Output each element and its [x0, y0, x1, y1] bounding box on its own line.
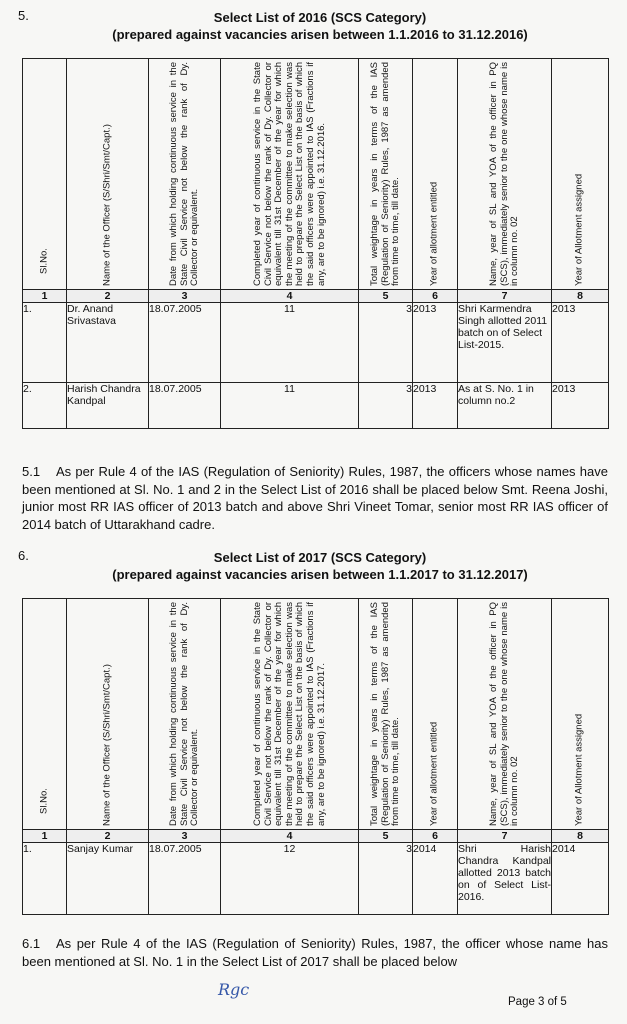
title-line: Select List of 2016 (SCS Category) [213, 10, 427, 25]
cell-weightage: 3 [359, 383, 413, 429]
note-number: 5.1 [22, 464, 41, 479]
col-header-senior: Name, year of SL and YOA of the officer in PQ (SCS), immediately senior to the one whose name is in column no. 02 [458, 599, 552, 830]
cell-years: 11 [221, 303, 359, 383]
note-paragraph [22, 935, 608, 970]
cell-years: 12 [221, 843, 359, 915]
subtitle-line: (prepared against vacancies arisen between 1.1.2017 to 31.12.2017) [112, 567, 528, 582]
cell-year-entitled: 2013 [413, 383, 458, 429]
col-num: 2 [67, 290, 149, 303]
cell-year-assigned: 2014 [552, 843, 609, 915]
table-row [23, 843, 609, 915]
title-line: Select List of 2017 (SCS Category) [213, 550, 427, 565]
col-header-sl: Sl.No. [23, 599, 67, 830]
col-num: 4 [221, 830, 359, 843]
cell-date: 18.07.2005 [149, 383, 221, 429]
col-header-date: Date from which holding continuous service in the State Civil Service not below the rank of Dy. Collector or equivalent. [149, 59, 221, 290]
subtitle-line: (prepared against vacancies arisen between 1.1.2016 to 31.12.2016) [112, 27, 528, 42]
table-row [23, 303, 609, 383]
col-num: 6 [413, 290, 458, 303]
col-header-weightage: Total weightage in years in terms of the IAS (Regulation of Seniority) Rules, 1987 as amended from time to time, till date. [359, 599, 413, 830]
col-num: 5 [359, 830, 413, 843]
col-header-year-assigned: Year of Allotment assigned [552, 59, 609, 290]
col-header-years: Completed year of continuous service in the State Civil Service not below the rank of Dy. Collector or equivalent till 31st December of the year for which the meeting of the committee to make selection was held to prepare the Select List on the basis of which the said officers were appointed to IAS (Fractions if any, are to be ignored) i.e. 31.12.2017. [221, 599, 359, 830]
note-paragraph [22, 463, 608, 533]
initials-signature: Rgc [218, 980, 250, 999]
col-num: 2 [67, 830, 149, 843]
col-header-year-assigned: Year of Allotment assigned [552, 599, 609, 830]
col-num: 3 [149, 830, 221, 843]
column-number-row [23, 830, 609, 843]
col-header-weightage: Total weightage in years in terms of the IAS (Regulation of Seniority) Rules, 1987 as amended from time to time, till date. [359, 59, 413, 290]
section-number: 5. [18, 8, 29, 23]
col-num: 7 [458, 830, 552, 843]
cell-date: 18.07.2005 [149, 843, 221, 915]
cell-year-entitled: 2014 [413, 843, 458, 915]
col-header-name: Name of the Officer (S/Shri/Smt/Capt.) [67, 59, 149, 290]
col-header-name: Name of the Officer (S/Shri/Smt/Capt.) [67, 599, 149, 830]
cell-year-assigned: 2013 [552, 303, 609, 383]
col-num: 4 [221, 290, 359, 303]
col-header-date: Date from which holding continuous service in the State Civil Service not below the rank of Dy. Collector or equivalent. [149, 599, 221, 830]
table-row [23, 383, 609, 429]
cell-sl: 2. [23, 383, 67, 429]
col-header-years: Completed year of continuous service in the State Civil Service not below the rank of Dy. Collector or equivalent till 31st December of the year for which the meeting of the committee to make selection was held to prepare the Select List on the basis of which the said officers were appointed to IAS (Fractions if any, are to be ignored) i.e. 31.12.2016. [221, 59, 359, 290]
cell-name: Dr. Anand Srivastava [67, 303, 149, 383]
cell-name: Harish Chandra Kandpal [67, 383, 149, 429]
col-header-year-entitled: Year of allotment entitled [413, 599, 458, 830]
header-row [23, 599, 609, 830]
cell-name: Sanjay Kumar [67, 843, 149, 915]
col-header-senior: Name, year of SL and YOA of the officer in PQ (SCS), immediately senior to the one whose name is in column no. 02 [458, 59, 552, 290]
col-num: 6 [413, 830, 458, 843]
column-number-row [23, 290, 609, 303]
col-num: 3 [149, 290, 221, 303]
note-text: As per Rule 4 of the IAS (Regulation of Seniority) Rules, 1987, the officers whose names have been mentioned at Sl. No. 1 and 2 in the Select List of 2016 shall be placed below Smt. Reena Joshi, junior most RR IAS officer of 2013 batch and above Shri Vineet Tomar, senior most RR IAS officer of 2014 batch of Uttarakhand cadre. [22, 464, 608, 532]
col-num: 8 [552, 290, 609, 303]
col-num: 5 [359, 290, 413, 303]
cell-year-assigned: 2013 [552, 383, 609, 429]
note-number: 6.1 [22, 936, 41, 951]
note-text: As per Rule 4 of the IAS (Regulation of Seniority) Rules, 1987, the officer whose name has been mentioned at Sl. No. 1 in the Select List of 2017 shall be placed below [22, 936, 608, 969]
cell-date: 18.07.2005 [149, 303, 221, 383]
col-header-year-entitled: Year of allotment entitled [413, 59, 458, 290]
cell-year-entitled: 2013 [413, 303, 458, 383]
select-list-table-2016 [22, 58, 609, 429]
cell-senior: As at S. No. 1 in column no.2 [458, 383, 552, 429]
col-num: 1 [23, 290, 67, 303]
section-number: 6. [18, 548, 29, 563]
cell-years: 11 [221, 383, 359, 429]
section-title [40, 9, 600, 43]
section-title [40, 549, 600, 583]
cell-weightage: 3 [359, 843, 413, 915]
col-num: 1 [23, 830, 67, 843]
page-number: Page 3 of 5 [508, 996, 567, 1008]
cell-senior: Shri Karmendra Singh allotted 2011 batch on of Select List-2015. [458, 303, 552, 383]
cell-sl: 1. [23, 843, 67, 915]
col-num: 8 [552, 830, 609, 843]
col-num: 7 [458, 290, 552, 303]
col-header-sl: Sl.No. [23, 59, 67, 290]
header-row [23, 59, 609, 290]
cell-sl: 1. [23, 303, 67, 383]
cell-weightage: 3 [359, 303, 413, 383]
select-list-table-2017 [22, 598, 609, 915]
cell-senior: Shri Harish Chandra Kandpal allotted 2013 batch on of Select List-2016. [458, 843, 552, 915]
